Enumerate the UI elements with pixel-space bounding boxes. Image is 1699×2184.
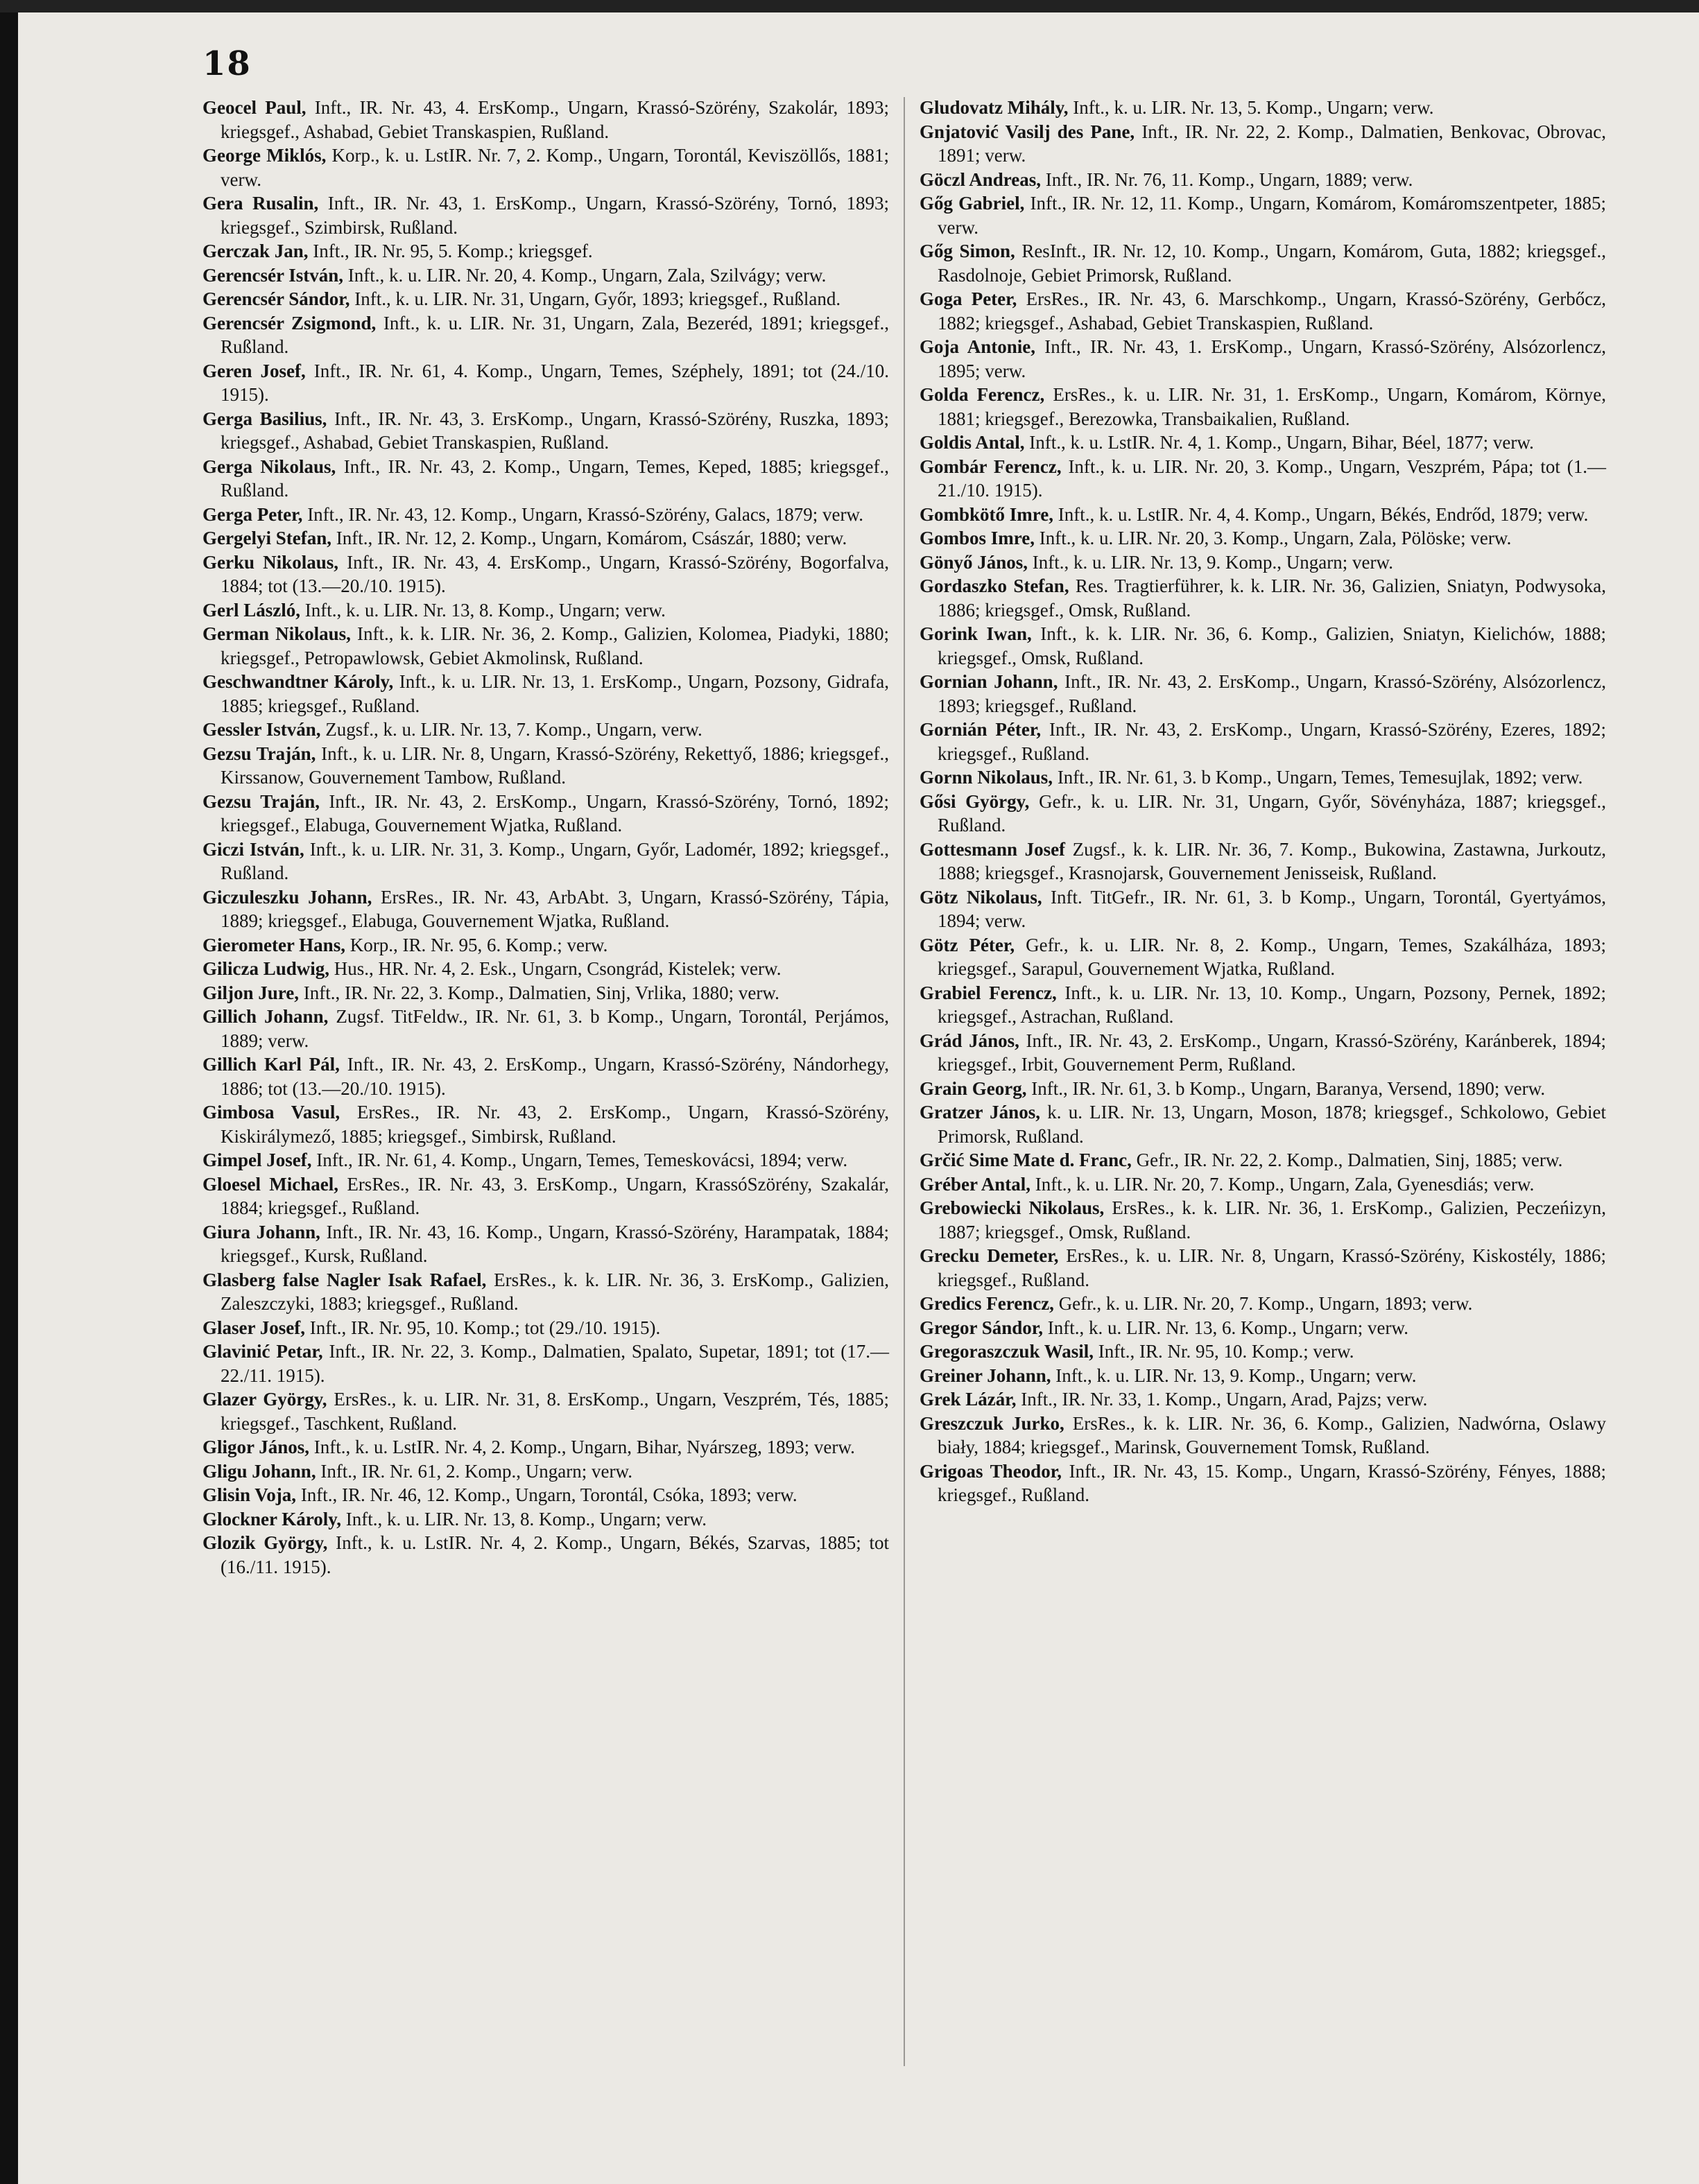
entry-name: Gréber Antal,	[920, 1173, 1030, 1195]
entry-name: Gönyő János,	[920, 551, 1028, 573]
entry-name: Gornn Nikolaus,	[920, 767, 1053, 788]
list-entry	[920, 335, 1606, 383]
entry-details: Inft., IR. Nr. 43, 16. Komp., Ungarn, Krassó-Szörény, Harampatak, 1884; kriegsgef., Kursk, Rußland.	[221, 1221, 890, 1266]
entry-details: Inft., k. u. LIR. Nr. 13, 9. Komp., Ungarn; verw.	[1032, 551, 1393, 573]
entry-name: Gombos Imre,	[920, 528, 1035, 548]
entry-name: Grabiel Ferencz,	[920, 982, 1057, 1003]
list-entry	[202, 1148, 889, 1172]
entry-name: George Miklós,	[202, 145, 327, 166]
entry-name: Gredics Ferencz,	[920, 1293, 1054, 1314]
entry-name: Gessler István,	[202, 719, 321, 740]
list-entry	[202, 933, 889, 957]
entry-name: Gerl László,	[202, 599, 300, 621]
entry-details: Hus., HR. Nr. 4, 2. Esk., Ungarn, Csongrád, Kistelek; verw.	[334, 958, 782, 979]
entry-details: Inft., IR. Nr. 46, 12. Komp., Ungarn, Torontál, Csóka, 1893; verw.	[300, 1484, 797, 1505]
entry-details: ErsRes., k. u. LIR. Nr. 31, 8. ErsKomp., Ungarn, Veszprém, Tés, 1885; kriegsgef., Taschkent, Rußland.	[221, 1389, 890, 1434]
entry-details: Inft., IR. Nr. 22, 3. Komp., Dalmatien, Sinj, Vrlika, 1880; verw.	[303, 982, 779, 1003]
entry-name: Goga Peter,	[920, 288, 1017, 309]
list-entry	[202, 311, 889, 359]
entry-details: Inft., k. u. LIR. Nr. 13, 8. Komp., Ungarn; verw.	[304, 599, 666, 621]
list-entry	[920, 1459, 1606, 1507]
entry-details: Korp., IR. Nr. 95, 6. Komp.; verw.	[350, 934, 608, 955]
list-entry	[202, 1507, 889, 1532]
list-entry	[202, 455, 889, 503]
list-entry	[202, 287, 889, 311]
entry-details: ErsRes., IR. Nr. 43, 2. ErsKomp., Ungarn, Krassó-Szörény, Kiskirálymező, 1885; kriegsgef., Simbirsk, Rußland.	[221, 1102, 889, 1147]
entry-details: Inft., IR. Nr. 43, 2. ErsKomp., Ungarn, Krassó-Szörény, Alsózorlencz, 1893; kriegsgef., Rußland.	[938, 671, 1606, 716]
entry-details: Res. Tragtierführer, k. k. LIR. Nr. 36, Galizien, Sniatyn, Podwysoka, 1886; kriegsgef., Omsk, Rußland.	[938, 575, 1607, 621]
list-entry	[920, 1340, 1606, 1364]
entry-name: Gregor Sándor,	[920, 1317, 1044, 1338]
entry-details: Inft., k. u. LstIR. Nr. 4, 1. Komp., Ungarn, Bihar, Béel, 1877; verw.	[1029, 432, 1534, 453]
list-entry	[920, 383, 1606, 431]
entry-details: ErsRes., k. k. LIR. Nr. 36, 3. ErsKomp., Galizien, Zaleszczyki, 1883; kriegsgef., Rußland.	[221, 1269, 890, 1314]
list-entry	[202, 885, 889, 933]
entry-details: Korp., k. u. LstIR. Nr. 7, 2. Komp., Ungarn, Torontál, Keviszöllős, 1881; verw.	[221, 145, 889, 190]
entry-name: Gerczak Jan,	[202, 241, 309, 261]
list-entry	[202, 1483, 889, 1507]
entry-name: Gierometer Hans,	[202, 934, 345, 955]
entry-details: Inft., IR. Nr. 43, 12. Komp., Ungarn, Krassó-Szörény, Galacs, 1879; verw.	[307, 503, 864, 525]
entry-name: Gratzer János,	[920, 1102, 1040, 1123]
entry-name: Grebowiecki Nikolaus,	[920, 1197, 1105, 1218]
list-entry	[920, 838, 1606, 885]
entry-details: ErsRes., IR. Nr. 43, 3. ErsKomp., Ungarn, KrassóSzörény, Szakalár, 1884; kriegsgef., Rußland.	[221, 1173, 890, 1218]
entry-details: Inft., IR. Nr. 43, 15. Komp., Ungarn, Krassó-Szörény, Fényes, 1888; kriegsgef., Rußland.	[938, 1460, 1606, 1505]
entry-name: Giczuleszku Johann,	[202, 886, 372, 908]
entry-details: Inft., k. u. LIR. Nr. 20, 4. Komp., Ungarn, Zala, Szilvágy; verw.	[347, 264, 827, 286]
list-entry	[920, 455, 1606, 503]
entry-details: Inft., IR. Nr. 61, 3. b Komp., Ungarn, Baranya, Versend, 1890; verw.	[1031, 1077, 1546, 1099]
left-column	[202, 96, 889, 1579]
entry-name: Gimpel Josef,	[202, 1150, 312, 1170]
list-entry	[920, 981, 1606, 1029]
list-entry	[202, 1100, 889, 1148]
entry-details: Inft., k. u. LIR. Nr. 8, Ungarn, Krassó-Szörény, Rekettyő, 1886; kriegsgef., Kirssanow, Gouvernement Tambow, Rußland.	[221, 743, 890, 788]
list-entry	[202, 551, 889, 598]
entry-details: Inft., IR. Nr. 43, 2. ErsKomp., Ungarn, Krassó-Szörény, Karánberek, 1894; kriegsgef., Irbit, Gouvernement Perm, Rußland.	[938, 1030, 1606, 1075]
list-entry	[920, 1412, 1606, 1459]
entry-name: Gottesmann Josef	[920, 838, 1066, 860]
list-entry	[920, 1029, 1606, 1077]
entry-name: Gerencsér Zsigmond,	[202, 312, 377, 333]
entry-details: Inft., k. u. LIR. Nr. 31, 3. Komp., Ungarn, Győr, Ladomér, 1892; kriegsgef., Rußland.	[221, 838, 890, 883]
entry-details: Inft., IR. Nr. 43, 1. ErsKomp., Ungarn, Krassó-Szörény, Alsózorlencz, 1895; verw.	[938, 336, 1606, 381]
entry-name: Grčić Sime Mate d. Franc,	[920, 1150, 1132, 1170]
entry-name: Gerga Peter,	[202, 503, 303, 525]
entry-name: Gnjatović Vasilj des Pane,	[920, 121, 1135, 142]
entry-name: Gludovatz Mihály,	[920, 97, 1069, 118]
entry-name: Gornián Péter,	[920, 719, 1042, 740]
entry-details: Inft., IR. Nr. 43, 4. ErsKomp., Ungarn, Krassó-Szörény, Bogorfalva, 1884; tot (13.—20./10. 1915).	[221, 551, 889, 596]
entry-details: Gefr., k. u. LIR. Nr. 8, 2. Komp., Ungarn, Temes, Szakálháza, 1893; kriegsgef., Sarapul, Gouvernement Wjatka, Rußland.	[938, 934, 1606, 979]
list-entry	[920, 1148, 1606, 1172]
entry-name: Giura Johann,	[202, 1221, 320, 1242]
entry-name: Gillich Karl Pál,	[202, 1054, 340, 1075]
entry-details: Inft., IR. Nr. 95, 5. Komp.; kriegsgef.	[313, 241, 593, 261]
entry-details: Gefr., k. u. LIR. Nr. 20, 7. Komp., Ungarn, 1893; verw.	[1058, 1293, 1473, 1314]
entry-details: Inft., IR. Nr. 61, 4. Komp., Ungarn, Temes, Széphely, 1891; tot (24./10. 1915).	[221, 360, 889, 405]
entry-details: ErsRes., k. u. LIR. Nr. 8, Ungarn, Krassó-Szörény, Kiskostély, 1886; kriegsgef., Rußland.	[938, 1245, 1606, 1290]
entry-details: Inft., IR. Nr. 12, 11. Komp., Ungarn, Komárom, Komáromszentpeter, 1885; verw.	[938, 193, 1606, 238]
entry-name: Gezsu Traján,	[202, 743, 316, 764]
entry-name: Gordaszko Stefan,	[920, 575, 1069, 596]
entry-details: Inft., k. u. LIR. Nr. 31, Ungarn, Győr, 1893; kriegsgef., Rußland.	[354, 288, 841, 309]
entry-details: Inft., IR. Nr. 95, 10. Komp.; tot (29./10. 1915).	[309, 1317, 661, 1338]
entry-details: Inft., IR. Nr. 33, 1. Komp., Ungarn, Arad, Pajzs; verw.	[1021, 1389, 1428, 1410]
entry-name: Götz Péter,	[920, 934, 1015, 955]
entry-name: Gősi György,	[920, 790, 1030, 812]
list-entry	[202, 1268, 889, 1316]
entry-details: Inft., IR. Nr. 61, 4. Komp., Ungarn, Temes, Temeskovácsi, 1894; verw.	[316, 1150, 848, 1170]
entry-details: Inft., k. u. LIR. Nr. 13, 8. Komp., Ungarn; verw.	[345, 1508, 707, 1529]
list-entry	[920, 1364, 1606, 1388]
list-entry	[202, 598, 889, 623]
list-entry	[920, 168, 1606, 192]
entry-details: Inft., k. u. LIR. Nr. 13, 1. ErsKomp., Ungarn, Pozsony, Gidrafa, 1885; kriegsgef., Rußland.	[221, 671, 889, 716]
entry-name: German Nikolaus,	[202, 623, 351, 644]
entry-name: Greiner Johann,	[920, 1364, 1051, 1386]
list-entry	[920, 933, 1606, 981]
list-entry	[920, 1100, 1606, 1148]
entry-details: ErsRes., IR. Nr. 43, ArbAbt. 3, Ungarn, Krassó-Szörény, Tápia, 1889; kriegsgef., Elabuga, Gouvernement Wjatka, Rußland.	[221, 886, 890, 931]
entry-details: Zugsf., k. u. LIR. Nr. 13, 7. Komp., Ungarn, verw.	[325, 719, 702, 740]
list-entry	[202, 622, 889, 670]
entry-name: Goldis Antal,	[920, 432, 1025, 453]
list-entry	[920, 885, 1606, 933]
entry-name: Gergelyi Stefan,	[202, 528, 331, 548]
entry-name: Gezsu Traján,	[202, 790, 320, 812]
entry-name: Gőg Simon,	[920, 241, 1015, 261]
list-entry	[202, 1459, 889, 1484]
entry-details: Inft., IR. Nr. 43, 2. Komp., Ungarn, Temes, Keped, 1885; kriegsgef., Rußland.	[221, 456, 890, 501]
list-entry	[920, 1172, 1606, 1197]
entry-name: Gőg Gabriel,	[920, 193, 1025, 214]
list-entry	[202, 96, 889, 144]
entry-details: Zugsf., k. k. LIR. Nr. 36, 7. Komp., Bukowina, Zastawna, Jurkoutz, 1888; kriegsgef., Krasnojarsk, Gouvernement Jenisseisk, Rußland.	[938, 838, 1607, 883]
entry-name: Gorink Iwan,	[920, 623, 1032, 644]
list-entry	[202, 838, 889, 885]
entry-name: Gornian Johann,	[920, 671, 1058, 692]
list-entry	[202, 1052, 889, 1100]
list-entry	[920, 96, 1606, 120]
entry-details: Inft., IR. Nr. 95, 10. Komp.; verw.	[1098, 1341, 1354, 1362]
list-entry	[202, 790, 889, 838]
entry-details: Inft., k. u. LstIR. Nr. 4, 2. Komp., Ungarn, Békés, Szarvas, 1885; tot (16./11. 1915).	[221, 1532, 889, 1577]
list-entry	[202, 981, 889, 1005]
entry-details: Inft., IR. Nr. 43, 3. ErsKomp., Ungarn, Krassó-Szörény, Ruszka, 1893; kriegsgef., Ashabad, Gebiet Transkaspien, Rußland.	[221, 408, 890, 453]
list-entry	[920, 790, 1606, 838]
list-entry	[202, 718, 889, 742]
entry-name: Goja Antonie,	[920, 336, 1035, 357]
entry-name: Geren Josef,	[202, 360, 306, 381]
list-entry	[920, 431, 1606, 455]
entry-name: Glazer György,	[202, 1389, 327, 1410]
entry-name: Gligor János,	[202, 1437, 310, 1457]
list-entry	[202, 263, 889, 288]
entry-name: Glaser Josef,	[202, 1317, 305, 1338]
entry-name: Glozik György,	[202, 1532, 328, 1553]
list-entry	[202, 1005, 889, 1052]
entry-name: Gligu Johann,	[202, 1460, 316, 1482]
entry-details: Inft., k. u. LstIR. Nr. 4, 4. Komp., Ungarn, Békés, Endrőd, 1879; verw.	[1058, 503, 1589, 525]
list-entry	[920, 503, 1606, 527]
entry-name: Gillich Johann,	[202, 1006, 329, 1027]
entry-details: Inft., IR. Nr. 61, 3. b Komp., Ungarn, Temes, Temesujlak, 1892; verw.	[1057, 767, 1583, 788]
entry-details: Inft., k. u. LIR. Nr. 20, 3. Komp., Ungarn, Zala, Pölöske; verw.	[1039, 528, 1512, 548]
entry-name: Gerga Basilius,	[202, 408, 327, 429]
right-column	[920, 96, 1606, 1507]
entry-name: Gerku Nikolaus,	[202, 551, 338, 573]
list-entry	[202, 742, 889, 790]
entry-name: Glasberg false Nagler Isak Rafael,	[202, 1269, 487, 1290]
entry-details: k. u. LIR. Nr. 13, Ungarn, Moson, 1878; kriegsgef., Schkolowo, Gebiet Primorsk, Rußland.	[938, 1102, 1606, 1147]
entry-name: Glisin Voja,	[202, 1484, 297, 1505]
entry-details: ResInft., IR. Nr. 12, 10. Komp., Ungarn, Komárom, Guta, 1882; kriegsgef., Rasdolnoje, Gebiet Primorsk, Rußland.	[938, 241, 1607, 286]
entry-name: Gera Rusalin,	[202, 193, 319, 214]
list-entry	[202, 1387, 889, 1435]
entry-details: Inft., IR. Nr. 22, 2. Komp., Dalmatien, Benkovac, Obrovac, 1891; verw.	[938, 121, 1606, 166]
list-entry	[202, 191, 889, 239]
entry-name: Glockner Károly,	[202, 1508, 342, 1529]
entry-name: Giczi István,	[202, 838, 304, 860]
list-entry	[202, 503, 889, 527]
entry-name: Geschwandtner Károly,	[202, 671, 394, 692]
entry-name: Giljon Jure,	[202, 982, 300, 1003]
list-entry	[920, 622, 1606, 670]
entry-details: Inft., IR. Nr. 43, 2. ErsKomp., Ungarn, Krassó-Szörény, Tornó, 1892; kriegsgef., Elabuga, Gouvernement Wjatka, Rußland.	[221, 790, 889, 835]
entry-details: ErsRes., k. u. LIR. Nr. 31, 1. ErsKomp., Ungarn, Komárom, Környe, 1881; kriegsgef., Berezowka, Transbaikalien, Rußland.	[938, 384, 1606, 429]
entry-details: ErsRes., IR. Nr. 43, 6. Marschkomp., Ungarn, Krassó-Szörény, Gerbőcz, 1882; kriegsgef., Ashabad, Gebiet Transkaspien, Rußland.	[938, 288, 1606, 333]
entry-name: Geocel Paul,	[202, 97, 307, 118]
entry-details: Inft., k. u. LIR. Nr. 13, 6. Komp., Ungarn; verw.	[1047, 1317, 1408, 1338]
list-entry	[920, 1077, 1606, 1101]
entry-details: Inft., IR. Nr. 43, 1. ErsKomp., Ungarn, Krassó-Szörény, Tornó, 1893; kriegsgef., Szimbirsk, Rußland.	[221, 193, 890, 238]
entry-details: Inft., k. u. LIR. Nr. 13, 5. Komp., Ungarn; verw.	[1073, 97, 1434, 118]
entry-details: Inft., IR. Nr. 43, 4. ErsKomp., Ungarn, Krassó-Szörény, Szakolár, 1893; kriegsgef., Ashabad, Gebiet Transkaspien, Rußland.	[221, 97, 890, 142]
list-entry	[920, 1292, 1606, 1316]
list-entry	[202, 144, 889, 191]
entry-name: Gimbosa Vasul,	[202, 1102, 340, 1123]
list-entry	[920, 670, 1606, 718]
entry-name: Gerga Nikolaus,	[202, 456, 336, 477]
list-entry	[202, 670, 889, 718]
list-entry	[920, 120, 1606, 168]
list-entry	[920, 1244, 1606, 1292]
entry-name: Grád János,	[920, 1030, 1019, 1051]
list-entry	[920, 239, 1606, 287]
entry-details: Inft., k. k. LIR. Nr. 36, 2. Komp., Galizien, Kolomea, Piadyki, 1880; kriegsgef., Petropawlowsk, Gebiet Akmolinsk, Rußland.	[221, 623, 889, 668]
entry-name: Gombár Ferencz,	[920, 456, 1062, 477]
entry-details: Inft., IR. Nr. 76, 11. Komp., Ungarn, 1889; verw.	[1045, 168, 1413, 190]
entry-name: Grek Lázár,	[920, 1389, 1017, 1410]
list-entry	[202, 1316, 889, 1340]
entry-details: Inft., k. u. LstIR. Nr. 4, 2. Komp., Ungarn, Bihar, Nyárszeg, 1893; verw.	[313, 1437, 855, 1457]
entry-details: Gefr., k. u. LIR. Nr. 31, Ungarn, Győr, Sövényháza, 1887; kriegsgef., Rußland.	[938, 790, 1606, 835]
page-number: 18	[202, 44, 252, 83]
list-entry	[920, 718, 1606, 765]
list-entry	[920, 765, 1606, 790]
entry-name: Götz Nikolaus,	[920, 886, 1042, 908]
list-entry	[202, 957, 889, 981]
entry-details: ErsRes., k. k. LIR. Nr. 36, 1. ErsKomp., Galizien, Peczeńizyn, 1887; kriegsgef., Omsk, Rußland.	[938, 1197, 1606, 1242]
entry-name: Gombkötő Imre,	[920, 503, 1053, 525]
list-entry	[202, 1340, 889, 1387]
entry-details: ErsRes., k. k. LIR. Nr. 36, 6. Komp., Galizien, Nadwórna, Oslawy biały, 1884; kriegsgef., Marinsk, Gouvernement Tomsk, Rußland.	[938, 1412, 1607, 1457]
entry-name: Grigoas Theodor,	[920, 1460, 1062, 1482]
entry-name: Gloesel Michael,	[202, 1173, 339, 1195]
list-entry	[202, 1220, 889, 1268]
entry-details: Inft. TitGefr., IR. Nr. 61, 3. b Komp., Ungarn, Torontál, Gyertyámos, 1894; verw.	[938, 886, 1606, 931]
entry-details: Inft., IR. Nr. 22, 3. Komp., Dalmatien, Spalato, Supetar, 1891; tot (17.—22./11. 1915).	[221, 1341, 889, 1386]
entry-name: Gerencsér Sándor,	[202, 288, 350, 309]
list-entry	[202, 407, 889, 455]
list-entry	[920, 1387, 1606, 1412]
entry-details: Inft., k. u. LIR. Nr. 20, 7. Komp., Ungarn, Zala, Gyenesdiás; verw.	[1035, 1173, 1535, 1195]
entry-name: Greszczuk Jurko,	[920, 1412, 1064, 1434]
entry-details: Zugsf. TitFeldw., IR. Nr. 61, 3. b Komp., Ungarn, Torontál, Perjámos, 1889; verw.	[221, 1006, 890, 1051]
entry-name: Grecku Demeter,	[920, 1245, 1059, 1266]
list-entry	[202, 1531, 889, 1579]
entry-details: Inft., k. u. LIR. Nr. 31, Ungarn, Zala, Bezeréd, 1891; kriegsgef., Rußland.	[221, 312, 890, 357]
entry-details: Inft., IR. Nr. 43, 2. ErsKomp., Ungarn, Krassó-Szörény, Ezeres, 1892; kriegsgef., Rußland.	[938, 719, 1606, 764]
entry-name: Glavinić Petar,	[202, 1341, 323, 1362]
entry-details: Inft., k. k. LIR. Nr. 36, 6. Komp., Galizien, Sniatyn, Kielichów, 1888; kriegsgef., Omsk, Rußland.	[938, 623, 1606, 668]
entry-name: Gerencsér István,	[202, 264, 343, 286]
entry-name: Grain Georg,	[920, 1077, 1027, 1099]
entry-details: Inft., k. u. LIR. Nr. 20, 3. Komp., Ungarn, Veszprém, Pápa; tot (1.—21./10. 1915).	[938, 456, 1606, 501]
entry-details: Inft., k. u. LIR. Nr. 13, 10. Komp., Ungarn, Pozsony, Pernek, 1892; kriegsgef., Astrachan, Rußland.	[938, 982, 1607, 1027]
list-entry	[920, 1316, 1606, 1340]
entry-name: Gregoraszczuk Wasil,	[920, 1341, 1094, 1362]
list-entry	[920, 287, 1606, 335]
entry-details: Inft., k. u. LIR. Nr. 13, 9. Komp., Ungarn; verw.	[1055, 1364, 1417, 1386]
list-entry	[920, 551, 1606, 575]
entry-details: Inft., IR. Nr. 43, 2. ErsKomp., Ungarn, Krassó-Szörény, Nándorhegy, 1886; tot (13.—20./10. 1915).	[221, 1054, 890, 1099]
list-entry	[920, 574, 1606, 622]
list-entry	[920, 1196, 1606, 1244]
entry-details: Gefr., IR. Nr. 22, 2. Komp., Dalmatien, Sinj, 1885; verw.	[1136, 1150, 1563, 1170]
list-entry	[202, 359, 889, 407]
column-divider	[904, 97, 905, 2066]
scan-edge-top	[0, 0, 1699, 12]
scan-edge-left	[0, 0, 18, 2184]
list-entry	[920, 191, 1606, 239]
entry-name: Gilicza Ludwig,	[202, 958, 330, 979]
list-entry	[202, 526, 889, 551]
entry-name: Göczl Andreas,	[920, 168, 1041, 190]
list-entry	[920, 526, 1606, 551]
list-entry	[202, 1172, 889, 1220]
list-entry	[202, 1435, 889, 1459]
entry-details: Inft., IR. Nr. 12, 2. Komp., Ungarn, Komárom, Császár, 1880; verw.	[336, 528, 847, 548]
entry-details: Inft., IR. Nr. 61, 2. Komp., Ungarn; verw.	[320, 1460, 633, 1482]
list-entry	[202, 239, 889, 263]
entry-name: Golda Ferencz,	[920, 384, 1045, 405]
